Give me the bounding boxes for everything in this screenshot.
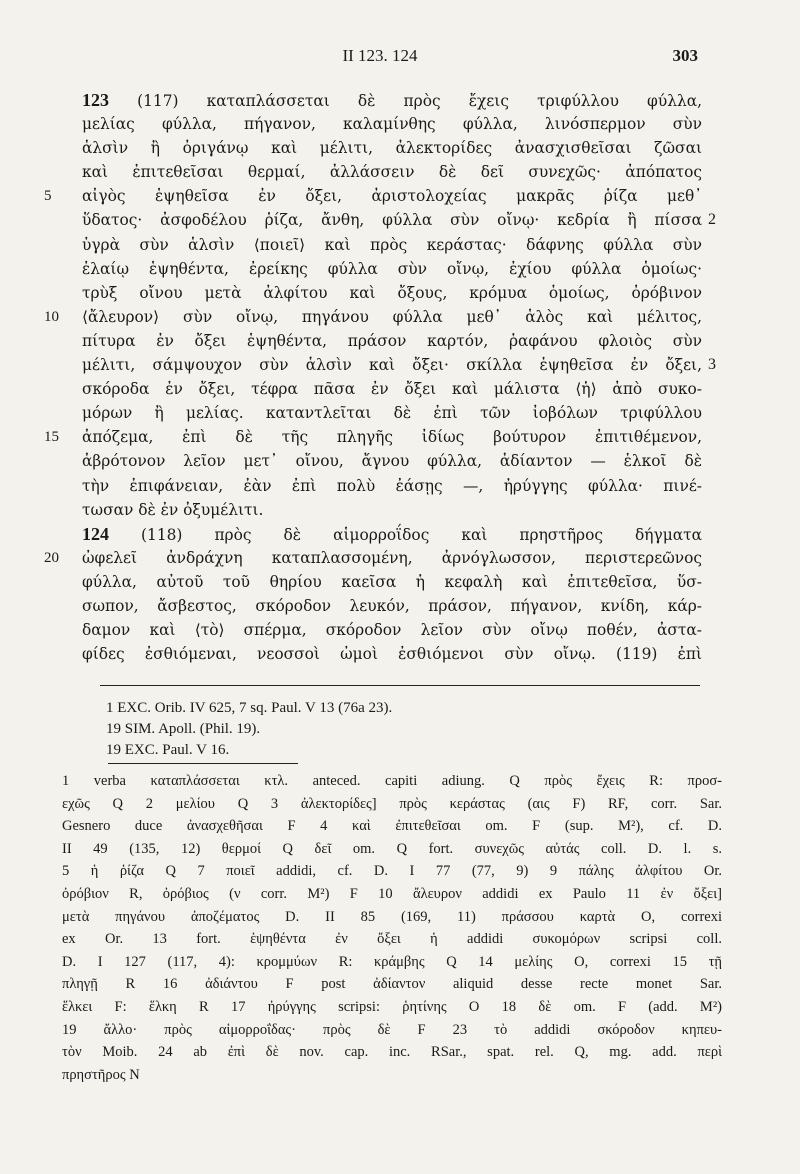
text-line xyxy=(82,594,702,618)
text-line xyxy=(82,474,702,498)
line-text: (118) πρὸς δὲ αἱμορροΐδος καὶ πρηστῆρος δήγματα xyxy=(109,525,702,544)
apparatus-line: 19 ἄλλο· πρὸς αἱμορροΐδας· πρὸς δὲ F 23 τὸ addidi σκόροδον κηπευ- xyxy=(62,1021,722,1038)
text-line xyxy=(82,281,702,305)
line-text: μέλιτι, σάμψουχον σὺν ἁλσὶν καὶ ὄξει· σκίλλα ἑψηθεῖσα ἐν ὄξει, xyxy=(82,356,702,375)
line-text: τρὺξ οἴνου μετὰ ἀλφίτου καὶ ὄξους, κρόμυα ὁμοίως, ὀρόβινον xyxy=(82,283,702,302)
line-text: σκόροδα ἐν ὄξει, τέφρα πᾶσα ἐν ὄξει καὶ μάλιστα ⟨ἡ⟩ ἀπὸ συκο- xyxy=(82,380,702,399)
apparatus-line: μετὰ πηγάνου ἀποζέματος D. II 85 (169, 11) πράσσου καρτὰ O, correxi xyxy=(62,908,722,925)
line-text: τὴν ἐπιφάνειαν, ἐὰν ἐπὶ πολὺ ἐάσῃς —, ἠρύγγης φύλλα· πινέ- xyxy=(82,476,702,495)
line-text: ἀβρότονον λεῖον μετ᾽ οἴνου, ἄγνου φύλλα, ἀδίαντον — ἑλκοῖ δὲ xyxy=(82,452,702,471)
line-number: 20 xyxy=(44,549,59,566)
testimonia-block xyxy=(106,698,706,761)
line-text: ὑγρὰ σὺν ἁλσὶν ⟨ποιεῖ⟩ καὶ πρὸς κεράστας· δάφνης φύλλα σὺν xyxy=(82,235,702,254)
running-header xyxy=(60,46,700,72)
apparatus-line: πληγῇ R 16 ἀδιάντου F post ἀδίαντον aliquid desse recte monet Sar. xyxy=(62,976,722,993)
text-line xyxy=(82,618,702,642)
text-line xyxy=(82,498,702,522)
margin-number: 3 xyxy=(708,356,716,374)
line-text: ἁλσὶν ἢ ὀριγάνῳ καὶ μέλιτι, ἀλεκτορίδες ἀνασχισθεῖσαι ζῶσαι xyxy=(82,139,702,158)
apparatus-line: ἕλκει F: ἕλκη R 17 ἠρύγγης scripsi: ῥητίνης O 18 δὲ om. F (add. M²) xyxy=(62,998,722,1015)
text-divider-rule xyxy=(100,685,700,686)
text-line xyxy=(44,305,702,329)
text-line xyxy=(82,401,702,425)
text-line xyxy=(82,329,702,353)
apparatus-line: εχῶς Q 2 μελίου Q 3 ἀλεκτορίδες] πρὸς κεράστας (αις F) RF, corr. Sar. xyxy=(62,795,722,812)
line-text: δαμον καὶ ⟨τὸ⟩ σπέρμα, σκόροδον λεῖον σὺν οἴνῳ ποθέν, ἀστα- xyxy=(82,621,702,640)
text-line xyxy=(82,88,702,112)
apparatus-line: ὀρόβιον R, ὀρόβιος (ν corr. M²) F 10 ἄλευρον addidi ex Paulo 11 ἐν ὄξει] xyxy=(62,885,722,902)
text-line xyxy=(44,184,702,208)
line-text: τωσαν δὲ ἐν ὀξυμέλιτι. xyxy=(82,500,264,519)
text-line xyxy=(82,136,702,160)
text-line xyxy=(82,570,702,594)
apparatus-line: Gesnero duce ἀνασχεθῆσαι F 4 καὶ ἐπιτεθεῖσαι om. F (sup. M²), cf. D. xyxy=(62,818,722,835)
line-text: (117) καταπλάσσεται δὲ πρὸς ἔχεις τριφύλλου φύλλα, xyxy=(109,92,702,110)
line-text: φίδες ἐσθιόμεναι, νεοσσοὶ ὠμοὶ ἐσθιόμενοι σὺν οἴνῳ. (119) ἐπὶ xyxy=(82,645,702,664)
line-text: ὕδατος· ἀσφοδέλου ῥίζα, ἄνθη, φύλλα σὺν οἴνῳ· κεδρία ἢ πίσσα xyxy=(82,211,702,230)
running-title: II 123. 124 xyxy=(342,46,418,65)
testimonium-line: 19 SIM. Apoll. (Phil. 19). xyxy=(106,721,261,737)
margin-number: 2 xyxy=(708,211,716,229)
text-line xyxy=(44,425,702,449)
text-line xyxy=(82,522,702,546)
apparatus-line: 1 verba καταπλάσσεται κτλ. anteced. capiti adiung. Q πρὸς ἔχεις R: προσ- xyxy=(62,773,722,789)
line-text: καὶ ἐπιτεθεῖσαι θερμαί, ἀλλάσσειν δὲ δεῖ συνεχῶς· ἀπόπατος xyxy=(82,163,702,182)
critical-apparatus xyxy=(62,770,722,1086)
line-number: 10 xyxy=(44,308,59,325)
text-line xyxy=(82,160,702,184)
section-number: 123 xyxy=(82,90,109,110)
apparatus-line: II 49 (135, 12) θερμοί Q δεῖ om. Q fort. συνεχῶς αὐτάς coll. D. l. s. xyxy=(62,840,722,857)
testimonium-line: 19 EXC. Paul. V 16. xyxy=(106,742,230,758)
line-text: ὠφελεῖ ἀνδράχνη καταπλασσομένη, ἀρνόγλωσσον, περιστερεῶνος xyxy=(82,548,702,567)
line-text: πίτυρα ἐν ὄξει ἑψηθέντα, πράσον καρτόν, ῥαφάνου φλοιὸς σὺν xyxy=(82,331,702,350)
line-text: φύλλα, αὐτοῦ τοῦ θηρίου καεῖσα ἡ κεφαλὴ καὶ ἐπιτεθεῖσα, ὕσ- xyxy=(82,572,702,591)
line-number: 15 xyxy=(44,429,59,446)
line-text: αἰγὸς ἑψηθεῖσα ἐν ὄξει, ἀριστολοχείας μακρᾶς ῥίζα μεθ᾽ xyxy=(82,187,702,206)
apparatus-line: τὸν Moib. 24 ab ἐπὶ δὲ nov. cap. inc. RSar., spat. rel. Q, mg. add. περὶ xyxy=(62,1044,722,1061)
line-text: σωπον, ἄσβεστος, σκόροδον λευκόν, πράσον, πήγανον, κνίδη, κάρ- xyxy=(82,596,702,615)
text-line xyxy=(82,642,702,666)
text-line xyxy=(82,233,702,257)
text-line xyxy=(82,353,716,377)
testimonia-divider-rule xyxy=(108,763,298,764)
apparatus-line: 5 ἡ ῥίζα Q 7 ποιεῖ addidi, cf. D. I 77 (77, 9) 9 πάλης ἀλφίτου Or. xyxy=(62,863,722,880)
line-text: ⟨ἄλευρον⟩ σὺν οἴνῳ, πηγάνου φύλλα μεθ᾽ ἁλὸς καὶ μέλιτος, xyxy=(82,307,702,326)
text-line xyxy=(82,377,702,401)
text-line xyxy=(82,449,702,473)
apparatus-line: D. I 127 (117, 4): κρομμύων R: κράμβης Q 14 μελίης O, correxi 15 τῇ xyxy=(62,953,722,970)
testimonium-line: 1 EXC. Orib. IV 625, 7 sq. Paul. V 13 (76a 23). xyxy=(106,700,393,716)
text-line xyxy=(82,257,702,281)
line-text: ἐλαίῳ ἑψηθέντα, ἐρείκης φύλλα σὺν οἴνῳ, ἐχίου φύλλα ὁμοίως· xyxy=(82,259,702,278)
line-number: 5 xyxy=(44,188,52,205)
line-text: μελίας φύλλα, πήγανον, καλαμίνθης φύλλα, λινόσπερμον σὺν xyxy=(82,115,702,134)
text-line xyxy=(82,208,716,232)
line-text: μόρων ἢ μελίας. καταντλεῖται δὲ ἐπὶ τῶν ἰοβόλων τριφύλλου xyxy=(82,404,702,423)
page-number: 303 xyxy=(672,46,698,65)
apparatus-line: ex Or. 13 fort. ἑψηθέντα ἐν ὄξει ἡ addidi συκομόρων scripsi coll. xyxy=(62,931,722,948)
line-text: ἀπόζεμα, ἐπὶ δὲ τῆς πληγῆς ἰδίως βούτυρον ἐπιτιθέμενον, xyxy=(82,428,702,447)
text-line xyxy=(82,112,702,136)
text-line xyxy=(44,546,702,570)
section-number: 124 xyxy=(82,523,109,544)
main-text-block xyxy=(44,88,716,666)
apparatus-line: πρηστῆρος N xyxy=(62,1066,140,1083)
